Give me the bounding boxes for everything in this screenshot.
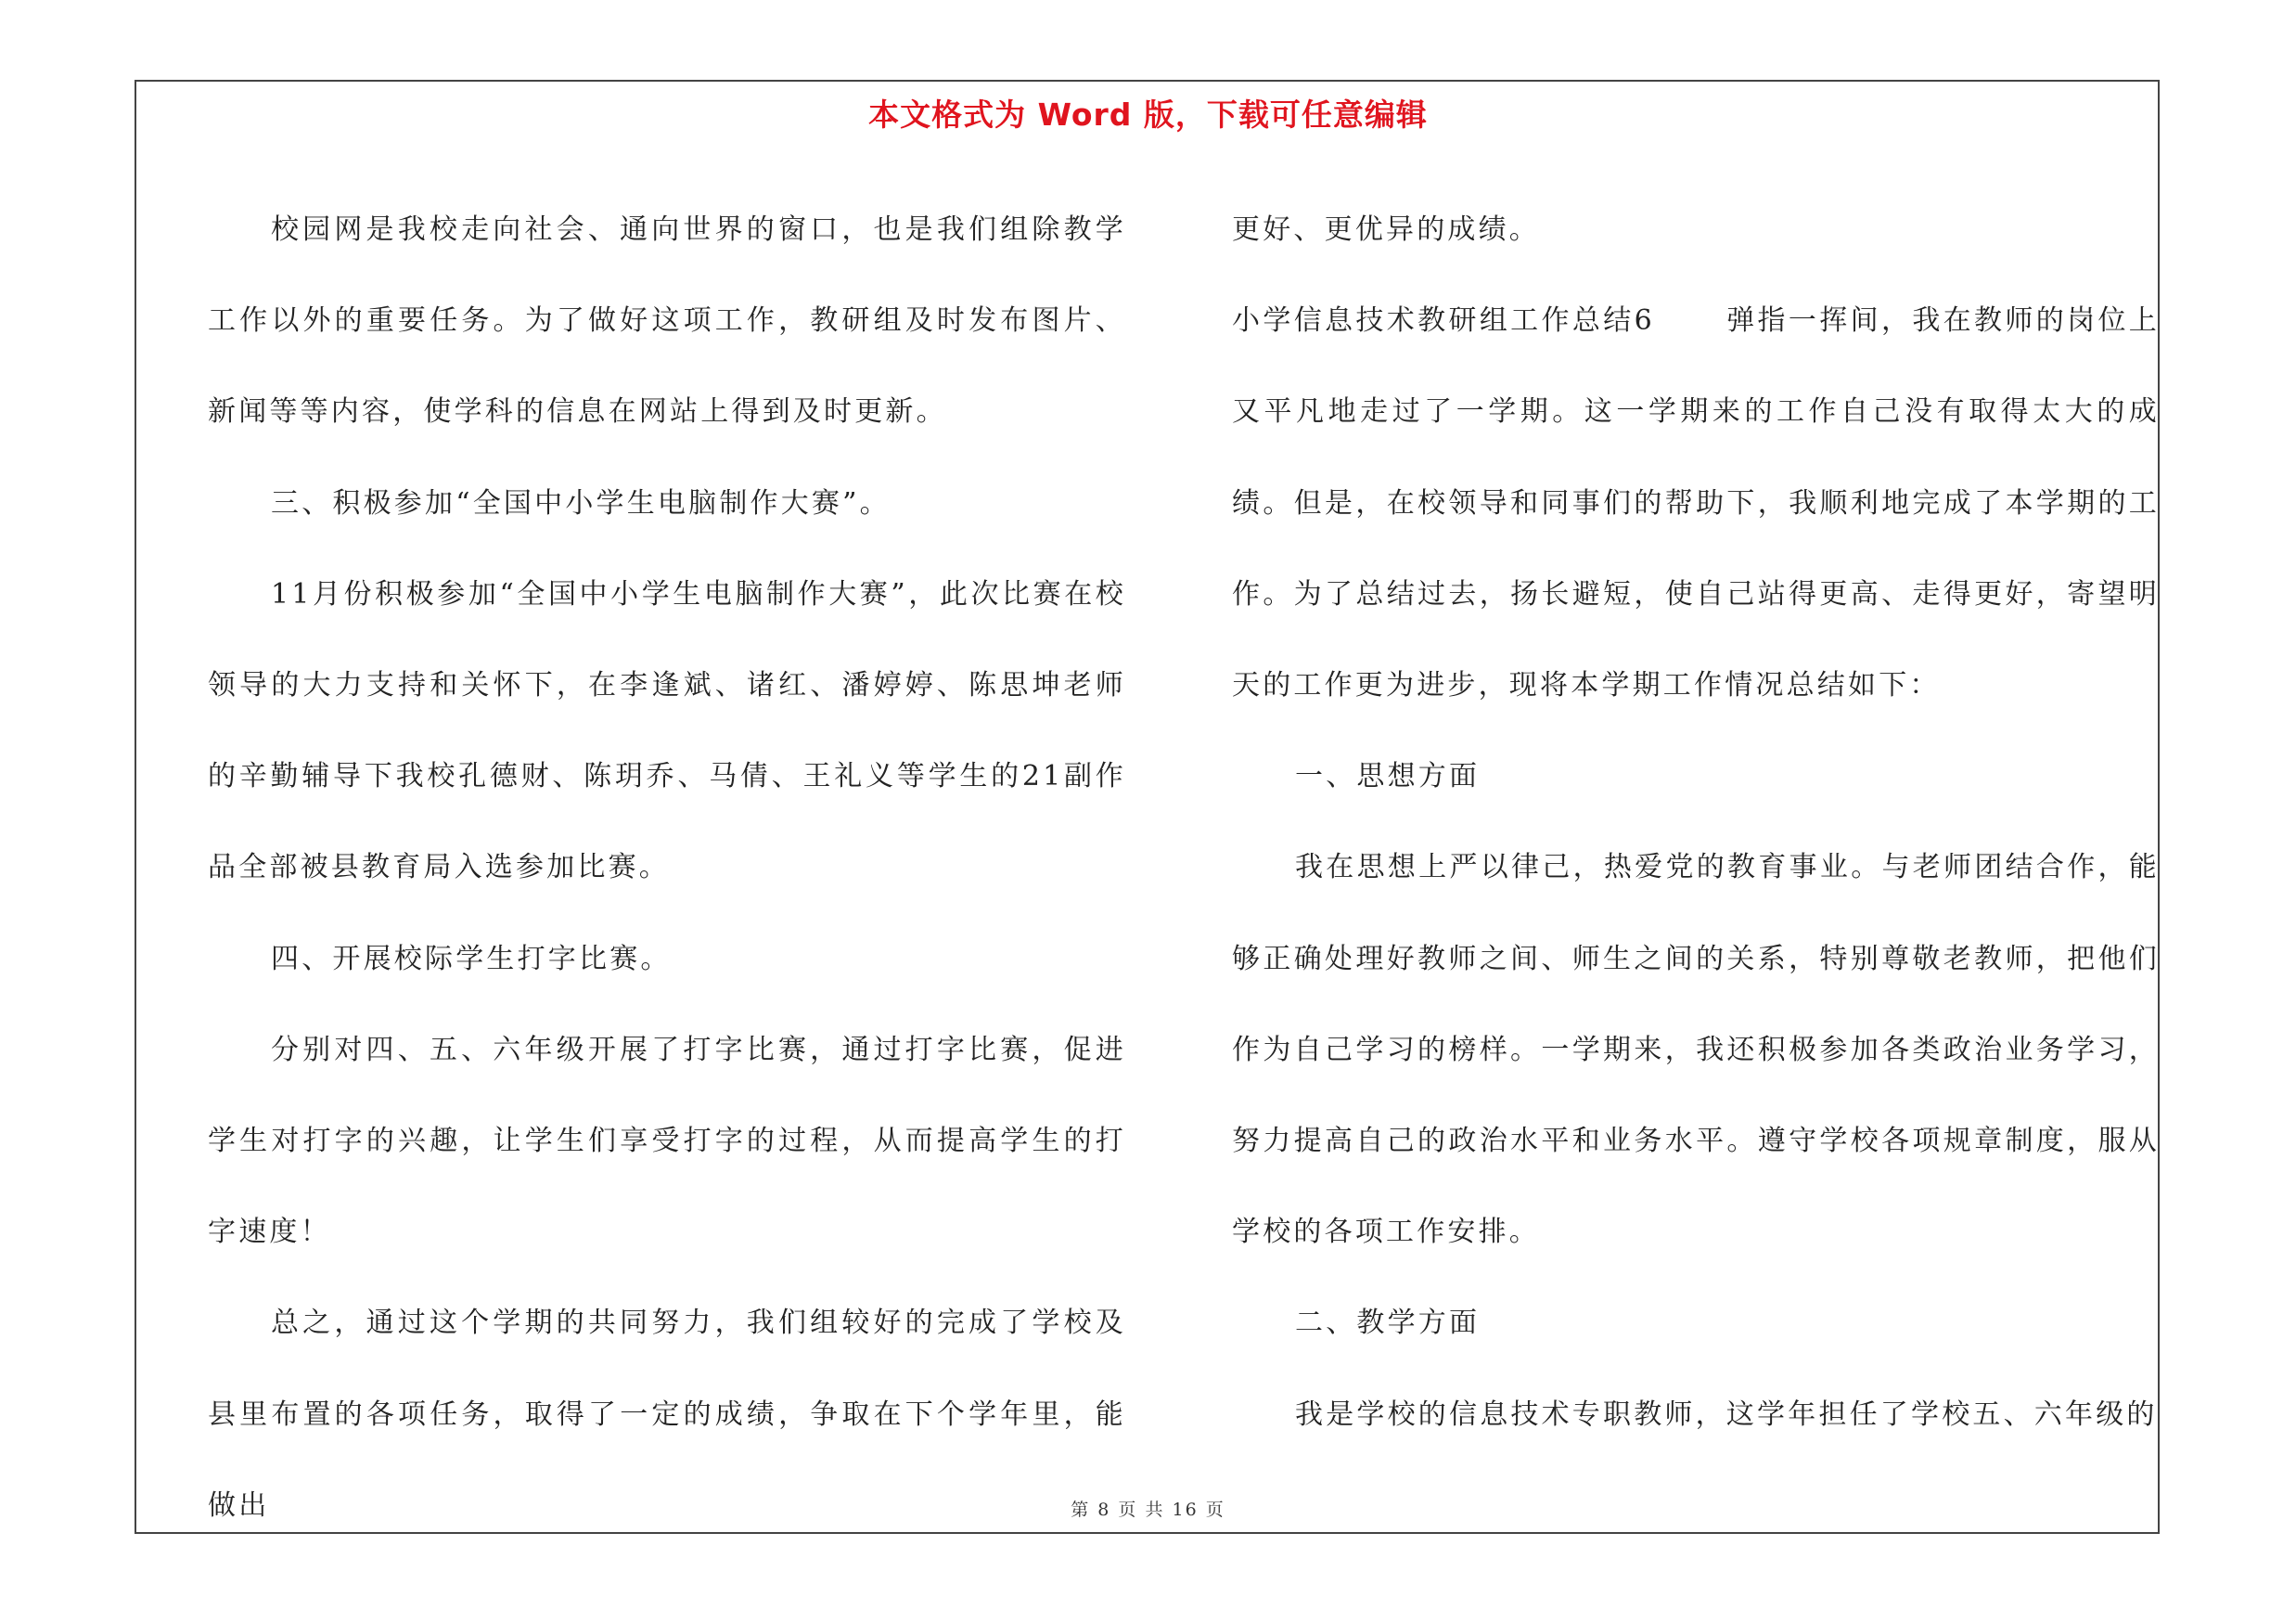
paragraph: 我是学校的信息技术专职教师，这学年担任了学校五、六年级的 <box>1295 1398 2158 1431</box>
paragraph-continuation: 更好、更优异的成绩。 <box>1232 213 1540 246</box>
section-heading: 三、积极参加“全国中小学生电脑制作大赛”。 <box>271 486 891 520</box>
paragraph: 11月份积极参加“全国中小学生电脑制作大赛”，此次比赛在校领导的大力支持和关怀下，在李逢斌、诸红、潘婷婷、陈思坤老师的辛勤辅导下我校孔德财、陈玥乔、马倩、王礼义等学生的21副作品全部被县教育局入选参加比赛。 <box>208 577 1126 884</box>
section-heading: 四、开展校际学生打字比赛。 <box>271 942 672 975</box>
left-text-column <box>208 185 1126 1552</box>
section-heading: 二、教学方面 <box>1295 1307 1481 1340</box>
document-header: 本文格式为 Word 版，下载可任意编辑 <box>868 97 1428 133</box>
paragraph: 校园网是我校走向社会、通向世界的窗口，也是我们组除教学工作以外的重要任务。为了做好这项工作，教研组及时发布图片、新闻等等内容，使学科的信息在网站上得到及时更新。 <box>208 213 1126 429</box>
section-heading: 一、思想方面 <box>1295 760 1481 793</box>
article-title-paragraph: 小学信息技术教研组工作总结6 弹指一挥间，我在教师的岗位上又平凡地走过了一学期。这一学期来的工作自己没有取得太大的成绩。但是，在校领导和同事们的帮助下，我顺利地完成了本学期的工作。为了总结过去，扬长避短，使自己站得更高、走得更好，寄望明天的工作更为进步，现将本学期工作情况总结如下： <box>1232 304 2160 702</box>
paragraph: 我在思想上严以律己，热爱党的教育事业。与老师团结合作，能够正确处理好教师之间、师生之间的关系，特别尊敬老教师，把他们作为自己学习的榜样。一学期来，我还积极参加各类政治业务学习，努力提高自己的政治水平和业务水平。遵守学校各项规章制度，服从学校的各项工作安排。 <box>1232 851 2160 1249</box>
page-number: 第 8 页 共 16 页 <box>1071 1500 1225 1520</box>
paragraph: 总之，通过这个学期的共同努力，我们组较好的完成了学校及县里布置的各项任务，取得了一定的成绩，争取在下个学年里，能做出 <box>208 1307 1126 1522</box>
paragraph: 分别对四、五、六年级开展了打字比赛，通过打字比赛，促进学生对打字的兴趣，让学生们享受打字的过程，从而提高学生的打字速度！ <box>208 1033 1126 1249</box>
right-text-column <box>1232 185 2160 1461</box>
